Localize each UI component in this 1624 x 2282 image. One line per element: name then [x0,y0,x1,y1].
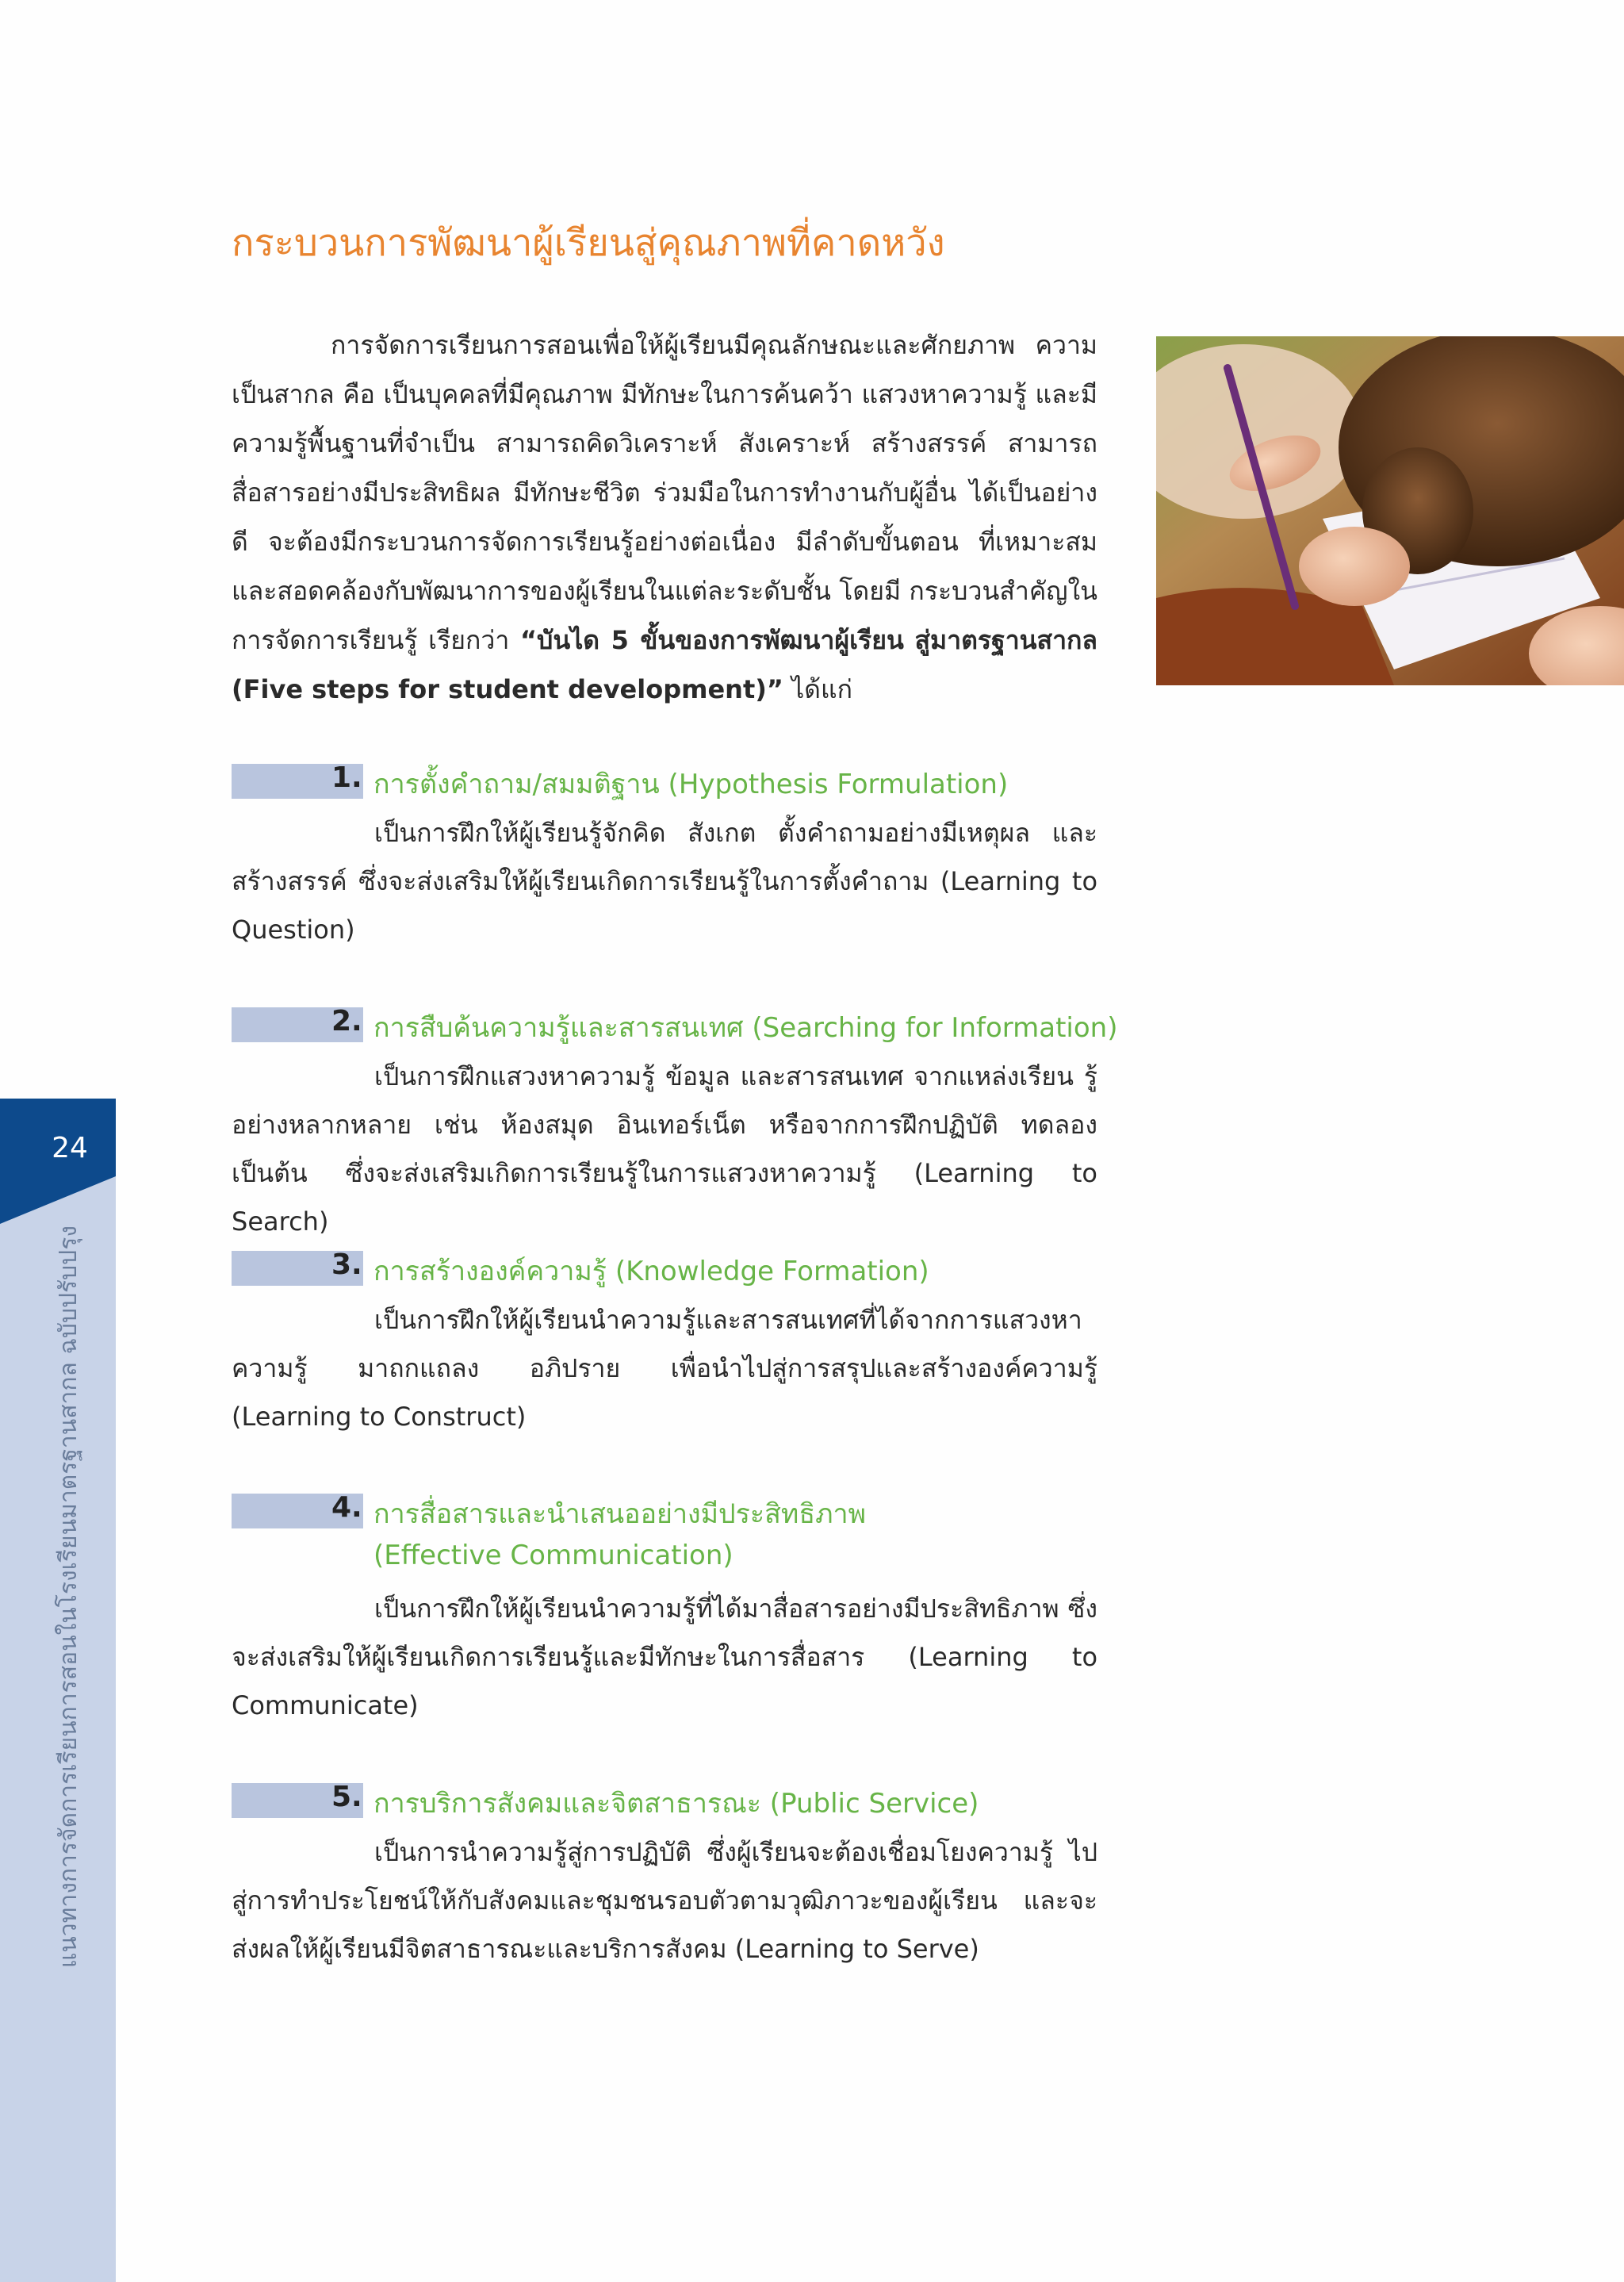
step-title: การตั้งคำถาม/สมมติฐาน (Hypothesis Formulation) [373,769,1009,800]
step-line: เป็นการนำความรู้สู่การปฏิบัติ ซึ่งผู้เรียนจะต้องเชื่อมโยงความรู้ [374,1837,1054,1867]
child-writing-photo [1156,336,1624,685]
step-title: การสื่อสารและนำเสนออย่างมีประสิทธิภาพ [373,1498,866,1530]
page-number: 24 [52,1132,88,1164]
step-number: 4. [331,1491,362,1524]
step-description [232,1828,1097,1973]
step-line: ซึ่งจะส่งเสริมให้ผู้เรียนเกิดการเรียนรู้และมีทักษะในการสื่อสาร (Learning [232,1594,1097,1672]
step-line: เป็นต้น ซึ่งจะส่งเสริมเกิดการเรียนรู้ในการแสวงหาความรู้ (Learning to Search) [232,1158,1097,1237]
step-line: to Communicate) [232,1642,1098,1720]
step-title: การสร้างองค์ความรู้ (Knowledge Formation) [373,1256,929,1287]
intro-line: ที่เหมาะสม และสอดคล้องกับพัฒนาการของผู้เรียนในแต่ละระดับชั้น โดยมี [232,527,1097,606]
step-description [232,1585,1097,1730]
intro-paragraph [232,320,1097,714]
intro-bold-text: สู่มาตรฐานสากล (Five steps for student development)” [232,625,1098,704]
step-line: ความรู้ มาถกแถลง อภิปราย เพื่อนำไปสู่การสรุปและสร้างองค์ความรู้ (Learning [232,1353,1097,1432]
intro-line: กระบวนสำคัญในการจัดการเรียนรู้ เรียกว่า [232,576,1097,655]
running-title: แนวทางการจัดการเรียนการสอนในโรงเรียนมาตรฐานสากล ฉบับปรับปรุง [55,1225,82,1969]
intro-line: การจัดการเรียนการสอนเพื่อให้ผู้เรียนมีคุณลักษณะและศักยภาพ [331,330,1016,360]
step-line: ไปสู่การทำประโยชน์ให้กับสังคมและชุมชนรอบตัวตามวุฒิภาวะของผู้เรียน [232,1837,1098,1916]
step-title-english: (Effective Communication) [373,1540,733,1571]
page-title: กระบวนการพัฒนาผู้เรียนสู่คุณภาพที่คาดหวัง [232,221,945,265]
step-line: to Question) [232,866,1098,945]
step-line: to Construct) [359,1402,527,1432]
step-line: เป็นการฝึกแสวงหาความรู้ ข้อมูล และสารสนเทศ จากแหล่งเรียน [374,1061,1074,1091]
step-line: เป็นการฝึกให้ผู้เรียนนำความรู้ที่ได้มาสื่อสารอย่างมีประสิทธิภาพ [374,1594,1059,1624]
step-title: การบริการสังคมและจิตสาธารณะ (Public Service) [373,1788,979,1820]
step-line: และจะส่งผลให้ผู้เรียนมีจิตสาธารณะและบริการสังคม (Learning to Serve) [232,1885,1097,1964]
intro-line: และมีความรู้พื้นฐานที่จำเป็น สามารถคิดวิเคราะห์ สังเคราะห์ สร้างสรรค์ [232,379,1098,458]
step-description [232,1053,1097,1246]
step-description [232,1296,1097,1441]
step-line: เป็นการฝึกให้ผู้เรียนรู้จักคิด สังเกต ตั้งคำถามอย่างมีเหตุผล [374,818,1030,848]
step-number: 2. [331,1005,362,1037]
step-line: รู้อย่างหลากหลาย เช่น ห้องสมุด อินเทอร์เน็ต หรือจากการฝึกปฏิบัติ ทดลอง [232,1061,1098,1140]
intro-line: สามารถสื่อสารอย่างมีประสิทธิผล มีทักษะชีวิต ร่วมมือในการทำงานกับผู้อื่น [232,428,1098,508]
intro-line: ความเป็นสากล คือ เป็นบุคคลที่มีคุณภาพ มีทักษะในการค้นคว้า แสวงหาความรู้ [232,330,1097,409]
step-number: 5. [331,1781,362,1813]
intro-bold-text: “บันได 5 ขั้นของการพัฒนาผู้เรียน [519,625,904,655]
step-number: 1. [331,761,362,794]
intro-line: ได้แก่ [791,674,852,704]
step-description [232,809,1097,954]
intro-line: ได้เป็นอย่างดี จะต้องมีกระบวนการจัดการเรียนรู้อย่างต่อเนื่อง มีลำดับขั้นตอน [232,477,1098,557]
step-line: เป็นการฝึกให้ผู้เรียนนำความรู้และสารสนเทศที่ได้จากการแสวงหา [374,1305,1082,1335]
step-title: การสืบค้นความรู้และสารสนเทศ (Searching for Information) [373,1012,1118,1044]
step-number: 3. [331,1248,362,1281]
step-line: และสร้างสรรค์ ซึ่งจะส่งเสริมให้ผู้เรียนเกิดการเรียนรู้ในการตั้งคำถาม (Learning [232,818,1097,896]
